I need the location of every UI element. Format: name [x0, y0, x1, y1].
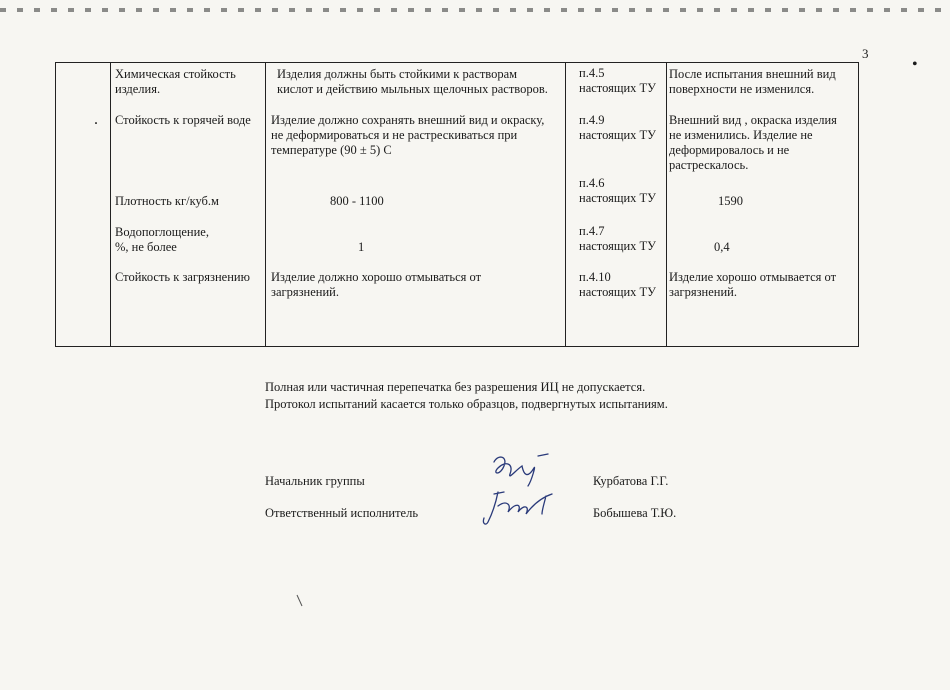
row-dirt-resistance-method: п.4.10 настоящих ТУ: [579, 270, 657, 299]
reprint-notice: Полная или частичная перепечатка без разрешения ИЦ не допускается.: [265, 380, 646, 394]
row-chemical-name: Химическая стойкость изделия.: [115, 67, 236, 96]
row-hot-water-result: Внешний вид , окраска изделия не изменились. Изделие не деформировалось и не растрескалось.: [669, 113, 837, 172]
row-dirt-resistance-result: Изделие хорошо отмывается от загрязнений.: [669, 270, 837, 299]
row-density-name: Плотность кг/куб.м: [115, 194, 219, 208]
row-density-requirement: 800 - 1100: [330, 194, 384, 208]
scan-edge-marks: [0, 8, 950, 12]
row-chemical-result: После испытания внешний вид поверхности не изменился.: [669, 67, 836, 96]
table-column-divider: [110, 63, 111, 346]
row-chemical-method: п.4.5 настоящих ТУ: [579, 66, 657, 95]
protocol-scope-notice: Протокол испытаний касается только образцов, подвергнутых испытаниям.: [265, 397, 668, 411]
page-number: 3: [862, 46, 869, 61]
group-head-label: Начальник группы: [265, 474, 365, 488]
stray-mark: [296, 594, 304, 608]
row-water-absorption-method: п.4.7 настоящих ТУ: [579, 224, 657, 253]
row-hot-water-method: п.4.9 настоящих ТУ: [579, 113, 657, 142]
row-hot-water-name: Стойкость к горячей воде: [115, 113, 251, 127]
executor-label: Ответственный исполнитель: [265, 506, 419, 520]
row-dirt-resistance-requirement: Изделие должно хорошо отмываться от загрязнений.: [271, 270, 482, 299]
row-water-absorption-result: 0,4: [714, 240, 730, 254]
row-dot: .: [94, 111, 98, 128]
table-column-divider: [666, 63, 667, 346]
row-water-absorption-name: Водопоглощение, %, не более: [115, 225, 209, 254]
executor-name: Бобышева Т.Ю.: [593, 506, 677, 520]
row-chemical-requirement: Изделия должны быть стойкими к растворам кислот и действию мыльных щелочных растворов.: [277, 67, 548, 96]
row-density-result: 1590: [718, 194, 743, 208]
table-column-divider: [265, 63, 266, 346]
table-column-divider: [565, 63, 566, 346]
row-hot-water-requirement: Изделие должно сохранять внешний вид и окраску, не деформироваться и не растрескиваться при температуре (90 ± 5) С: [271, 113, 545, 157]
scan-dot: •: [912, 56, 918, 73]
row-dirt-resistance-name: Стойкость к загрязнению: [115, 270, 250, 284]
row-density-method: п.4.6 настоящих ТУ: [579, 176, 657, 205]
row-water-absorption-requirement: 1: [358, 240, 365, 254]
group-head-name: Курбатова Г.Г.: [593, 474, 669, 488]
executor-signature: [476, 486, 562, 530]
